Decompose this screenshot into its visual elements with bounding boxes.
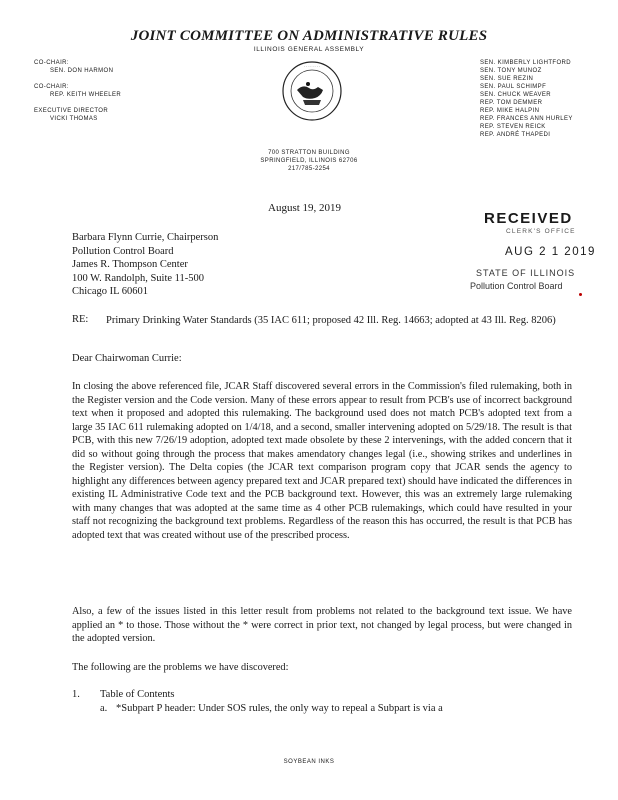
received-stamp: RECEIVED (484, 210, 573, 227)
member-9: REP. STEVEN REICK (480, 124, 546, 130)
member-7: REP. MIKE HALPIN (480, 108, 540, 114)
letter-date: August 19, 2019 (268, 202, 342, 214)
exec-director-name: VICKI THOMAS (50, 116, 98, 122)
body-paragraph-1: In closing the above referenced file, JCAR Staff discovered several errors in the Commission's filed rulemaking, both in the Register version and the Code version. Many of these errors appear to result from PCB's use of incorrect background text when it proposed and adopted this rulemaking. The background used does not match PCB's adopted text from a large 35 IAC 611 rulemaking adopted on 1/4/18, and a second, smaller intervening adopted on 5/29/18. The result is that PCB, with this new 7/26/19 adoption, adopted text made obsolete by these 2 intervenings, with the added concern that it did so without going through the process that makes amendatory changes legal (i.e., showing strikes and underlines in the Register version). The Delta copies (the JCAR text comparison program copy that JCAR sends the agency to highlight any differences between agency prepared text and JCAR prepared text) should have indicated the differences in existing IL Administrative Code text and the PCB background text. However, this was an extremely large rulemaking with many changes that was adopted at the same time as 4 other PCB rulemakings, which could have resulted in your staff not recognizing the background text problems. Regardless of the reason this has occurred, the result is that PCB has adopted text that was created without use of the prescribed process. (72, 381, 572, 541)
member-10: REP. ANDRÉ THAPEDI (480, 132, 551, 138)
member-5: SEN. CHUCK WEAVER (480, 92, 552, 98)
svg-text:· · · · · · · ·: · · · · · · · · (304, 65, 320, 69)
committee-subtitle: ILLINOIS GENERAL ASSEMBLY (253, 46, 365, 53)
member-6: REP. TOM DEMMER (480, 100, 543, 106)
received-stamp-state: STATE OF ILLINOIS (476, 268, 576, 278)
recipient-line-5: Chicago IL 60601 (72, 286, 149, 297)
address-line-1: 700 STRATTON BUILDING (268, 150, 350, 156)
recipient-line-2: Pollution Control Board (72, 245, 174, 257)
recipient-address (72, 231, 218, 299)
address-line-2: SPRINGFIELD, ILLINOIS 62706 (260, 158, 358, 164)
received-stamp-office: CLERK'S OFFICE (506, 228, 576, 235)
co-chair-role-2: CO-CHAIR: (34, 84, 69, 90)
co-chair-name-2: REP. KEITH WHEELER (50, 92, 122, 98)
address-phone: 217/785-2254 (288, 166, 330, 172)
body-paragraph-3: The following are the problems we have discovered: (72, 662, 289, 673)
exec-director-role: EXECUTIVE DIRECTOR (34, 108, 109, 114)
salutation: Dear Chairwoman Currie: (72, 353, 182, 364)
sub-item-marker: a. (100, 703, 108, 714)
member-2: SEN. TONY MUNOZ (480, 68, 542, 74)
illinois-state-seal (281, 60, 343, 122)
member-1: SEN. KIMBERLY LIGHTFORD (480, 60, 571, 66)
re-subject: Primary Drinking Water Standards (35 IAC 611; proposed 42 Ill. Reg. 14663; adopted at 43 Ill. Reg. 8206) (106, 315, 556, 326)
committee-title: JOINT COMMITTEE ON ADMINISTRATIVE RULES (130, 28, 488, 44)
list-number: 1. (72, 689, 80, 700)
body-paragraph-2: Also, a few of the issues listed in this letter result from problems not related to the background text issue. We have applied an * to those. Those without the * were correct in prior text, not changed by legal process, but were changed in the adopted version. (72, 606, 572, 644)
recipient-line-3: James R. Thompson Center (72, 259, 188, 270)
received-stamp-board: Pollution Control Board (470, 281, 563, 291)
re-label: RE: (72, 314, 89, 325)
co-chair-name-1: SEN. DON HARMON (50, 68, 114, 74)
member-8: REP. FRANCES ANN HURLEY (480, 116, 573, 122)
co-chair-role-1: CO-CHAIR: (34, 60, 69, 66)
sub-item-text: *Subpart P header: Under SOS rules, the only way to repeal a Subpart is via a (116, 703, 443, 714)
received-stamp-date: AUG 2 1 2019 (505, 246, 596, 258)
recipient-line-1: Barbara Flynn Currie, Chairperson (72, 232, 219, 243)
list-item-label: Table of Contents (100, 689, 175, 700)
member-4: SEN. PAUL SCHIMPF (480, 84, 547, 90)
footer-soybean-inks: SOYBEAN INKS (283, 759, 335, 765)
member-3: SEN. SUE REZIN (480, 76, 534, 82)
stamp-ink-dot (579, 293, 582, 296)
recipient-line-4: 100 W. Randolph, Suite 11-500 (72, 272, 205, 284)
